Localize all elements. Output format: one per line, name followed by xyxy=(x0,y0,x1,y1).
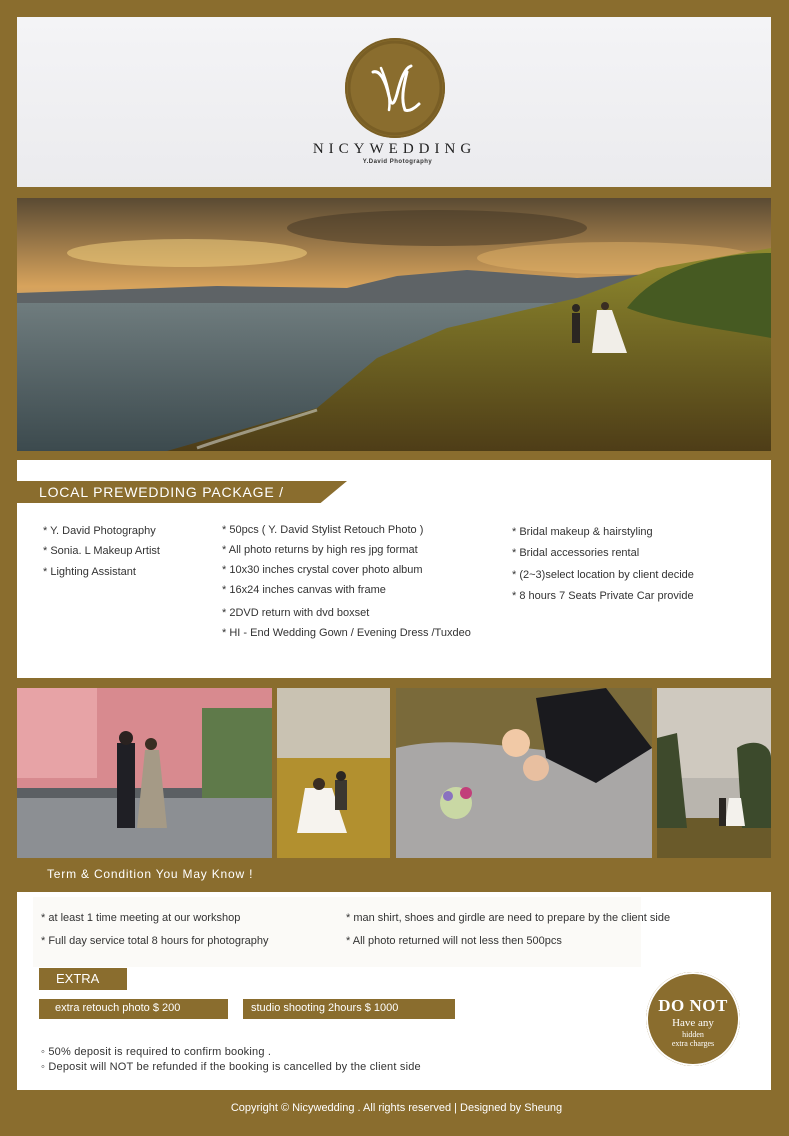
extra-label: EXTRA xyxy=(39,968,127,990)
list-item: * Y. David Photography xyxy=(43,525,156,537)
badge-line: Have any xyxy=(672,1017,714,1029)
list-item: * Lighting Assistant xyxy=(43,566,136,578)
list-item: * Sonia. L Makeup Artist xyxy=(43,545,160,557)
list-item: * Bridal makeup & hairstyling xyxy=(512,526,653,538)
list-item: * 2DVD return with dvd boxset xyxy=(222,607,370,619)
extra-price-tag: extra retouch photo $ 200 xyxy=(39,999,228,1019)
brand-subtitle: Y.David Photography xyxy=(362,159,433,165)
list-item: * Bridal accessories rental xyxy=(512,547,640,559)
list-item: * 8 hours 7 Seats Private Car provide xyxy=(512,590,694,602)
term-item: * Full day service total 8 hours for photography xyxy=(41,935,269,947)
terms-box xyxy=(33,897,641,967)
gallery-photo-street xyxy=(17,688,272,858)
package-title: LOCAL PREWEDDING PACKAGE / xyxy=(39,484,284,500)
brand-name: NICYWEDDING xyxy=(312,141,477,157)
list-item: * 16x24 inches canvas with frame xyxy=(222,584,386,596)
gallery-photo-field xyxy=(277,688,390,858)
badge-line: extra charges xyxy=(671,1039,715,1048)
extra-price-tag: studio shooting 2hours $ 1000 xyxy=(243,999,455,1019)
gallery-photo-lying xyxy=(396,688,652,858)
terms-title: Term & Condition You May Know ! xyxy=(47,867,254,881)
hero-photo-art xyxy=(17,198,771,451)
booking-note: ◦ Deposit will NOT be refunded if the booking is cancelled by the client side xyxy=(41,1061,421,1073)
list-item: * All photo returns by high res jpg format xyxy=(222,544,418,556)
booking-note: ◦ 50% deposit is required to confirm booking . xyxy=(41,1046,272,1058)
hero-photo xyxy=(17,198,771,451)
gallery-photo-tree xyxy=(657,688,771,858)
term-item: * All photo returned will not less then 500pcs xyxy=(346,935,562,947)
term-item: * man shirt, shoes and girdle are need to prepare by the client side xyxy=(346,912,671,924)
footer-copyright: Copyright © Nicywedding . All rights reserved | Designed by Sheung xyxy=(230,1102,563,1114)
list-item: * 50pcs ( Y. David Stylist Retouch Photo ) xyxy=(222,524,424,536)
list-item: * (2~3)select location by client decide xyxy=(512,569,694,581)
term-item: * at least 1 time meeting at our workshop xyxy=(41,912,241,924)
badge-line: hidden xyxy=(682,1030,704,1039)
list-item: * 10x30 inches crystal cover photo album xyxy=(222,564,423,576)
no-hidden-charges-badge xyxy=(646,972,740,1066)
monogram-logo-art xyxy=(345,38,445,138)
badge-line: DO NOT xyxy=(658,996,728,1015)
list-item: * HI - End Wedding Gown / Evening Dress /Tuxdeo xyxy=(222,627,471,639)
monogram-logo xyxy=(345,38,445,138)
